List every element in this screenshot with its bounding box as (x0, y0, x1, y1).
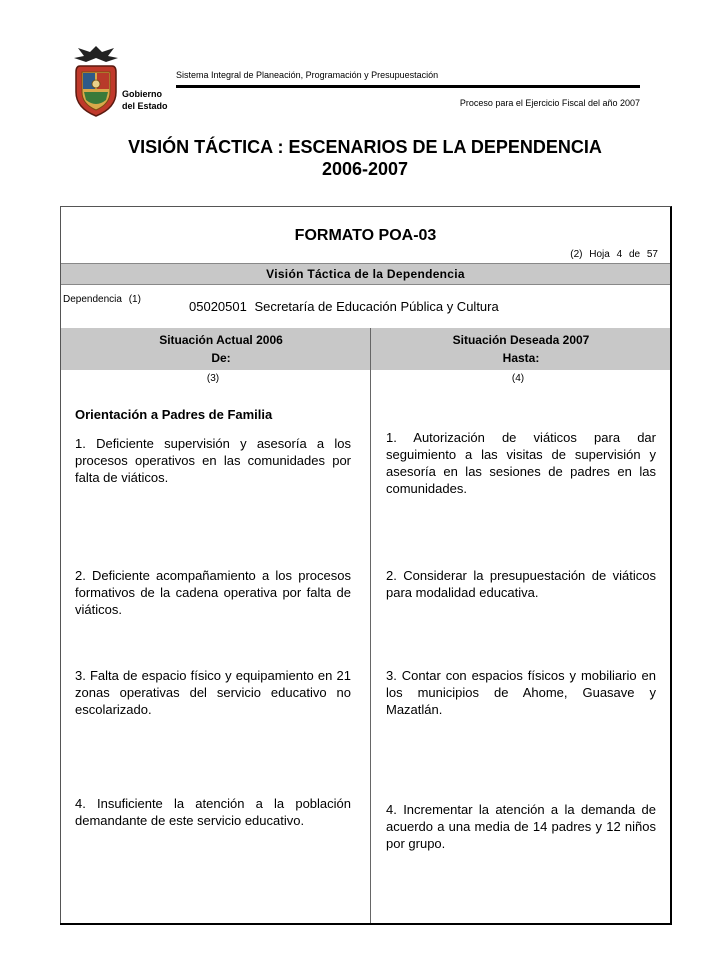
dependency-label (63, 294, 141, 305)
current-situation-title: Situación Actual 2006 (159, 333, 283, 347)
section-band: Visión Táctica de la Dependencia (61, 263, 670, 285)
sheet-indicator (566, 249, 658, 260)
dependency-name: Secretaría de Educación Pública y Cultura (254, 299, 499, 314)
sheet-of: de (628, 249, 641, 260)
page-title-line-1: VISIÓN TÁCTICA : ESCENARIOS DE LA DEPENDENCIA (128, 137, 602, 157)
current-item-4: 4. Insuficiente la atención a la población demandante de este servicio educativo. (75, 796, 351, 828)
form-bottom-rule (60, 923, 672, 925)
dependency-label-text: Dependencia (63, 294, 122, 305)
desired-situation-header (371, 331, 671, 367)
government-line-1: Gobierno (122, 89, 162, 99)
government-label (122, 88, 168, 112)
section-title: Orientación a Padres de Familia (75, 407, 273, 422)
desired-item-1: 1. Autorización de viáticos para dar seguimiento a las visitas de supervisión y asesoría en las sesiones de padres en las comunidades. (386, 430, 656, 496)
state-coat-of-arms-icon (70, 42, 122, 120)
column-divider (370, 328, 371, 923)
fiscal-process-label: Proceso para el Ejercicio Fiscal del año 2007 (459, 98, 640, 108)
government-line-2: del Estado (122, 101, 168, 111)
sheet-ref: (2) (570, 249, 583, 260)
dependency-ref: (1) (128, 294, 141, 305)
current-column-ref: (3) (206, 373, 220, 384)
current-situation-header (71, 331, 371, 367)
current-item-3: 3. Falta de espacio físico y equipamiento en 21 zonas operativas del servicio educativo no escolarizado. (75, 668, 351, 717)
page-title (60, 136, 670, 180)
desired-situation-title: Situación Deseada 2007 (452, 333, 590, 347)
desired-item-3: 3. Contar con espacios físicos y mobiliario en los municipios de Ahome, Guasave y Mazatlán. (386, 668, 656, 717)
current-item-1: 1. Deficiente supervisión y asesoría a los procesos operativos en las comunidades por falta de viáticos. (75, 436, 351, 485)
form-frame (60, 206, 672, 924)
current-item-2: 2. Deficiente acompañamiento a los procesos formativos de la cadena operativa por falta de viáticos. (75, 568, 351, 617)
dependency-value (189, 299, 499, 314)
sheet-number: 4 (616, 249, 623, 260)
page-title-line-2: 2006-2007 (321, 159, 409, 179)
current-situation-subtitle: De: (211, 351, 231, 365)
column-header-band (61, 328, 670, 370)
desired-item-4: 4. Incrementar la atención a la demanda de acuerdo a una media de 14 padres y 12 niños por grupo. (386, 802, 656, 851)
sheet-label: Hoja (589, 249, 610, 260)
desired-situation-subtitle: Hasta: (502, 351, 540, 365)
system-name: Sistema Integral de Planeación, Programación y Presupuestación (176, 70, 439, 80)
format-title: FORMATO POA-03 (294, 227, 437, 244)
desired-item-2: 2. Considerar la presupuestación de viáticos para modalidad educativa. (386, 568, 656, 600)
sheet-total: 57 (646, 249, 658, 260)
header-divider (176, 85, 640, 88)
desired-column-ref: (4) (511, 373, 525, 384)
dependency-code: 05020501 (189, 299, 247, 314)
